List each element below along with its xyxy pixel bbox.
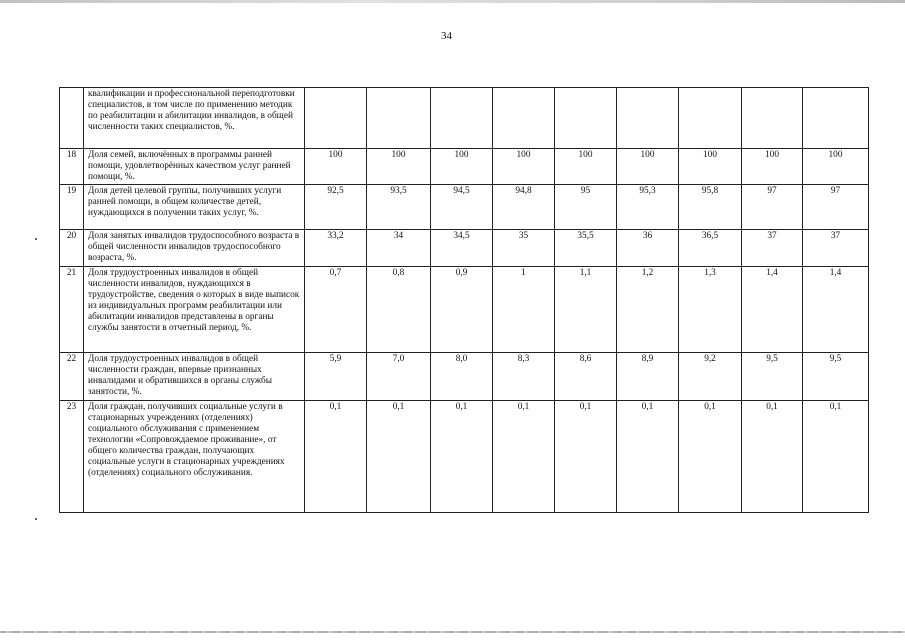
indicator-value: 36 xyxy=(617,230,679,267)
table-row xyxy=(60,267,869,353)
indicator-value: 97 xyxy=(742,185,803,230)
indicator-value: 9,5 xyxy=(803,353,869,401)
indicator-value: 100 xyxy=(803,149,869,185)
indicator-value: 36,5 xyxy=(679,230,742,267)
indicator-value xyxy=(367,88,431,149)
table-row xyxy=(60,149,869,185)
row-number: 22 xyxy=(60,353,84,401)
indicator-description: Доля семей, включённых в программы ранней помощи, удовлетворённых качеством услуг ранней помощи, %. xyxy=(84,149,305,185)
row-number: 18 xyxy=(60,149,84,185)
indicator-value: 100 xyxy=(742,149,803,185)
indicator-description: Доля занятых инвалидов трудоспособного возраста в общей численности инвалидов трудоспособного возраста, %. xyxy=(84,230,305,267)
indicator-value: 100 xyxy=(493,149,555,185)
indicator-value: 100 xyxy=(555,149,617,185)
indicator-value xyxy=(803,88,869,149)
indicator-value: 34,5 xyxy=(431,230,493,267)
indicator-description: квалификации и профессиональной переподготовки специалистов, в том числе по применению методик по реабилитации и абилитации инвалидов, в общей численности таких специалистов, %. xyxy=(84,88,305,149)
indicator-value: 1,1 xyxy=(555,267,617,353)
row-number: 20 xyxy=(60,230,84,267)
indicator-value: 94,8 xyxy=(493,185,555,230)
indicator-value: 0,1 xyxy=(367,401,431,513)
indicator-value: 8,3 xyxy=(493,353,555,401)
indicator-value: 1,4 xyxy=(803,267,869,353)
margin-dot xyxy=(35,518,37,520)
indicator-value: 37 xyxy=(742,230,803,267)
indicator-value: 0,8 xyxy=(367,267,431,353)
indicator-description: Доля детей целевой группы, получивших услуги ранней помощи, в общем количестве детей, нуждающихся в получении таких услуг, %. xyxy=(84,185,305,230)
row-number xyxy=(60,88,84,149)
indicator-value xyxy=(493,88,555,149)
indicator-value: 5,9 xyxy=(305,353,367,401)
indicator-value: 95,8 xyxy=(679,185,742,230)
indicator-value: 0,1 xyxy=(431,401,493,513)
indicator-value: 0,1 xyxy=(679,401,742,513)
page-number: 34 xyxy=(441,30,452,42)
indicator-value: 94,5 xyxy=(431,185,493,230)
indicator-value: 93,5 xyxy=(367,185,431,230)
indicator-value: 0,9 xyxy=(431,267,493,353)
indicator-value: 35,5 xyxy=(555,230,617,267)
table-row xyxy=(60,185,869,230)
indicator-value: 0,1 xyxy=(305,401,367,513)
indicator-value xyxy=(617,88,679,149)
indicator-value: 37 xyxy=(803,230,869,267)
indicator-value xyxy=(742,88,803,149)
indicator-value: 8,0 xyxy=(431,353,493,401)
indicator-value: 7,0 xyxy=(367,353,431,401)
indicator-value: 1 xyxy=(493,267,555,353)
indicator-value: 1,2 xyxy=(617,267,679,353)
indicator-value: 8,6 xyxy=(555,353,617,401)
indicator-value: 0,1 xyxy=(555,401,617,513)
indicator-value: 97 xyxy=(803,185,869,230)
table-row xyxy=(60,230,869,267)
indicator-value xyxy=(679,88,742,149)
indicator-value: 100 xyxy=(367,149,431,185)
row-number: 23 xyxy=(60,401,84,513)
margin-dot xyxy=(35,238,37,240)
indicator-value: 35 xyxy=(493,230,555,267)
indicator-value: 9,5 xyxy=(742,353,803,401)
indicator-value: 95 xyxy=(555,185,617,230)
indicator-value xyxy=(555,88,617,149)
indicator-value: 0,1 xyxy=(617,401,679,513)
indicators-table xyxy=(59,87,869,513)
indicator-value: 0,7 xyxy=(305,267,367,353)
indicator-description: Доля трудоустроенных инвалидов в общей численности граждан, впервые признанных инвалидами и обратившихся в органы службы занятости, %. xyxy=(84,353,305,401)
scan-edge-bottom xyxy=(0,631,905,633)
indicator-value: 100 xyxy=(679,149,742,185)
indicator-value: 1,4 xyxy=(742,267,803,353)
indicator-value: 0,1 xyxy=(493,401,555,513)
row-number: 21 xyxy=(60,267,84,353)
indicator-value xyxy=(305,88,367,149)
indicator-value: 95,3 xyxy=(617,185,679,230)
indicator-value: 8,9 xyxy=(617,353,679,401)
table-row xyxy=(60,401,869,513)
row-number: 19 xyxy=(60,185,84,230)
indicator-value: 1,3 xyxy=(679,267,742,353)
indicator-value: 34 xyxy=(367,230,431,267)
indicator-value: 0,1 xyxy=(803,401,869,513)
indicator-description: Доля трудоустроенных инвалидов в общей численности инвалидов, нуждающихся в трудоустройстве, сведения о которых в виде выписок из индивидуальных программ реабилитации или абилитации инвалидов представлены в органы службы занятости в отчетный период, %. xyxy=(84,267,305,353)
scan-edge-top xyxy=(0,0,905,3)
indicator-value: 33,2 xyxy=(305,230,367,267)
indicator-value: 100 xyxy=(617,149,679,185)
indicator-value: 0,1 xyxy=(742,401,803,513)
indicator-description: Доля граждан, получивших социальные услуги в стационарных учреждениях (отделениях) социального обслуживания с применением технологии «Сопровождаемое проживание», от общего количества граждан, получающих социальные услуги в стационарных учреждениях (отделениях) социального обслуживания. xyxy=(84,401,305,513)
indicator-value: 9,2 xyxy=(679,353,742,401)
table-row xyxy=(60,353,869,401)
indicator-value: 100 xyxy=(305,149,367,185)
indicator-value: 100 xyxy=(431,149,493,185)
indicator-value: 92,5 xyxy=(305,185,367,230)
indicator-value xyxy=(431,88,493,149)
table-row xyxy=(60,88,869,149)
